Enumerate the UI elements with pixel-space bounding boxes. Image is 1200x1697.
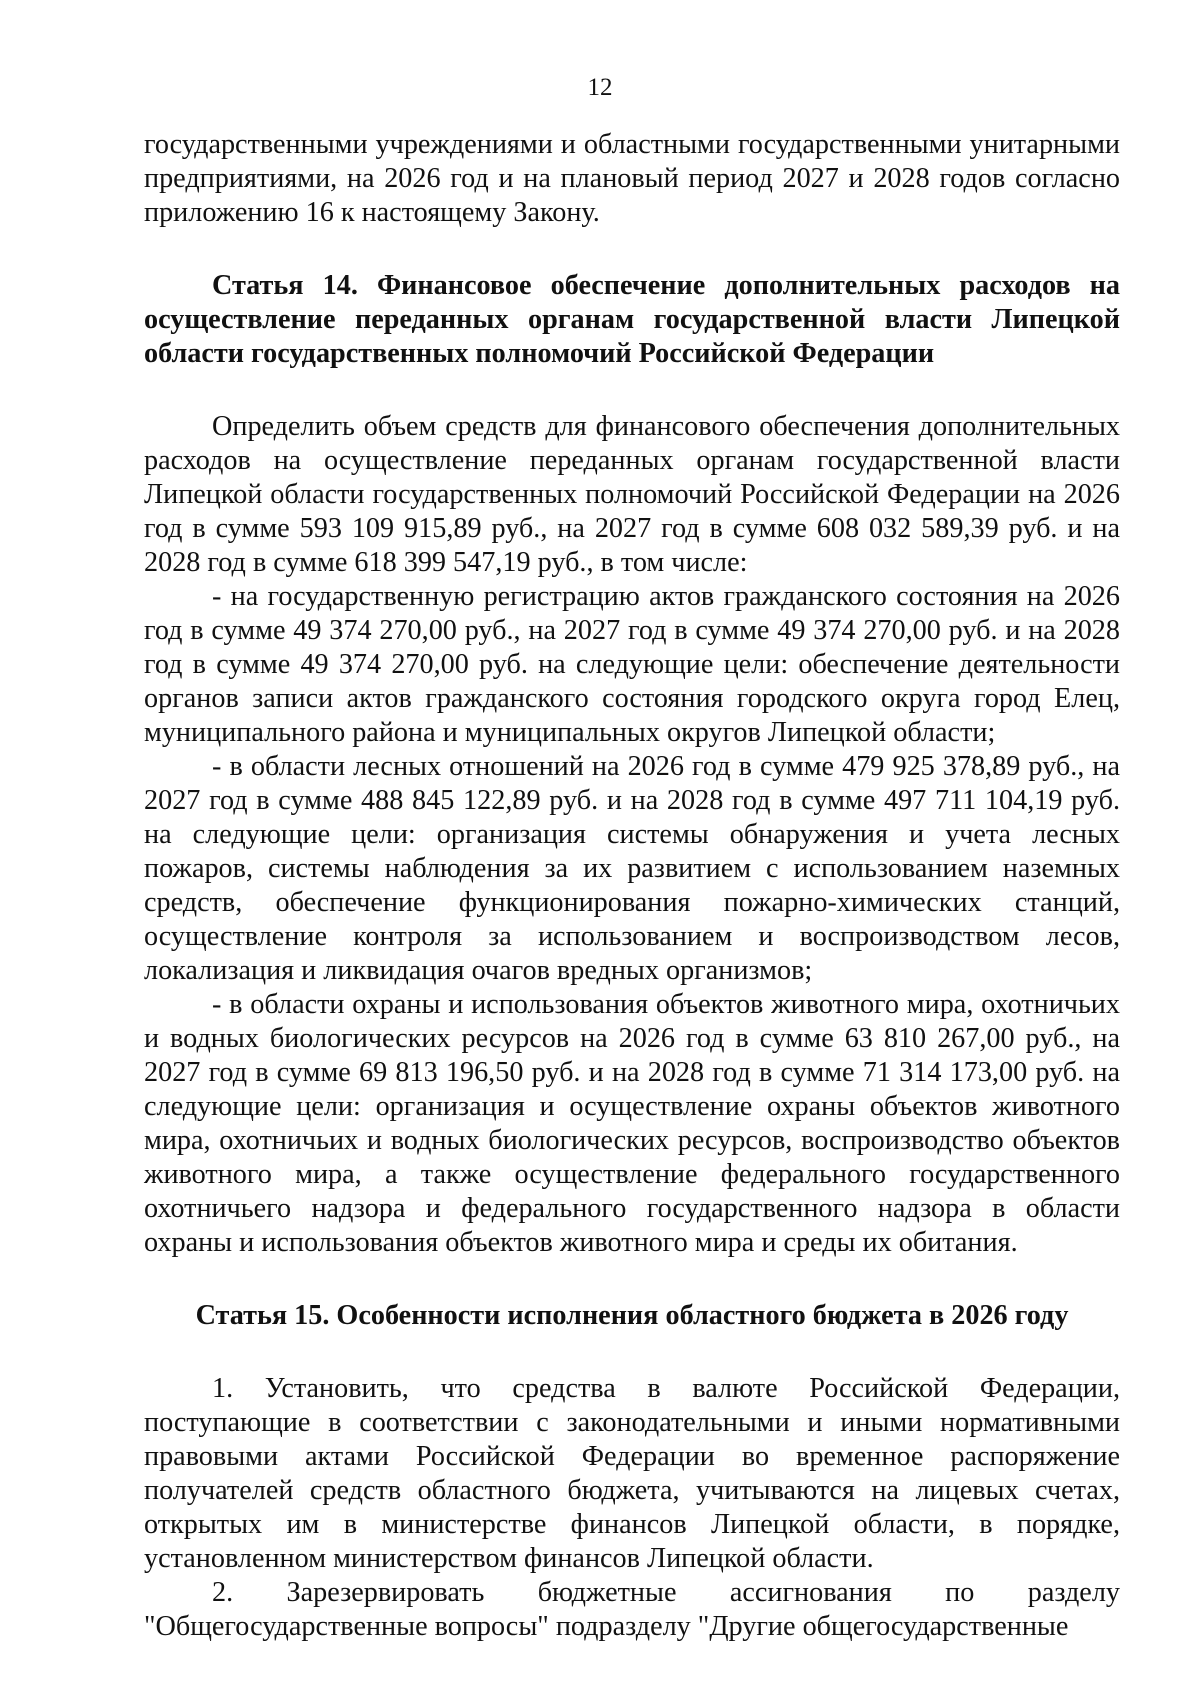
article-15-item-1: 1. Установить, что средства в валюте Российской Федерации, поступающие в соответствии с законодательными и иными нормативными правовыми актами Российской Федерации во временное распоряжение получателей средств областного бюджета, учитываются на лицевых счетах, открытых им в министерстве финансов Липецкой области, в порядке, установленном министерством финансов Липецкой области. bbox=[144, 1373, 1120, 1574]
item-2-word: ассигнования bbox=[729, 1577, 892, 1608]
article-14-paragraph: Определить объем средств для финансового обеспечения дополнительных расходов на осуществление переданных органам государственной власти Липецкой области государственных полномочий Российской Федерации на 2026 год в сумме 593 109 915,89 руб., на 2027 год в сумме 608 032 589,39 руб. и на 2028 год в сумме 618 399 547,19 руб., в том числе: bbox=[144, 411, 1120, 578]
article-14-body bbox=[144, 410, 1120, 1260]
item-2-word: по bbox=[945, 1577, 975, 1608]
document-body bbox=[144, 128, 1120, 1644]
item-2-word: Зарезервировать bbox=[286, 1577, 485, 1608]
item-2-word: бюджетные bbox=[537, 1577, 677, 1608]
page-number: 12 bbox=[587, 74, 613, 101]
article-14-heading: Статья 14. Финансовое обеспечение дополнительных расходов на осуществление переданных органам государственной власти Липецкой области государственных полномочий Российской Федерации bbox=[144, 270, 1120, 369]
article-15-body bbox=[144, 1372, 1120, 1644]
article-14-paragraph: - на государственную регистрацию актов гражданского состояния на 2026 год в сумме 49 374 270,00 руб., на 2027 год в сумме 49 374 270,00 руб. и на 2028 год в сумме 49 374 270,00 руб. на следующие цели: обеспечение деятельности органов записи актов гражданского состояния городского округа город Елец, муниципального района и муниципальных округов Липецкой области; bbox=[144, 581, 1120, 748]
article-15-heading: Статья 15. Особенности исполнения областного бюджета в 2026 году bbox=[195, 1300, 1069, 1331]
article-14-paragraph: - в области охраны и использования объектов животного мира, охотничьих и водных биологических ресурсов на 2026 год в сумме 63 810 267,00 руб., на 2027 год в сумме 69 813 196,50 руб. и на 2028 год в сумме 71 314 173,00 руб. на следующие цели: организация и осуществление охраны объектов животного мира, охотничьих и водных биологических ресурсов, воспроизводство объектов животного мира, а также осуществление федерального государственного охотничьего надзора и федерального государственного надзора в области охраны и использования объектов животного мира и среды их обитания. bbox=[144, 989, 1120, 1258]
article-14-paragraph: - в области лесных отношений на 2026 год в сумме 479 925 378,89 руб., на 2027 год в сумме 488 845 122,89 руб. и на 2028 год в сумме 497 711 104,19 руб. на следующие цели: организация системы обнаружения и учета лесных пожаров, системы наблюдения за их развитием с использованием наземных средств, обеспечение функционирования пожарно-химических станций, осуществление контроля за использованием и воспроизводством лесов, локализация и ликвидация очагов вредных организмов; bbox=[144, 751, 1120, 986]
item-2-word: 2. bbox=[212, 1577, 234, 1608]
intro-paragraph: государственными учреждениями и областными государственными унитарными предприятиями, на 2026 год и на плановый период 2027 и 2028 годов согласно приложению 16 к настоящему Закону. bbox=[144, 129, 1120, 228]
article-15-item-2-continuation: "Общегосударственные вопросы" подразделу "Другие общегосударственные bbox=[144, 1611, 1069, 1642]
item-2-word: разделу bbox=[1027, 1577, 1120, 1608]
article-15-item-2-first-line bbox=[144, 1576, 1120, 1610]
